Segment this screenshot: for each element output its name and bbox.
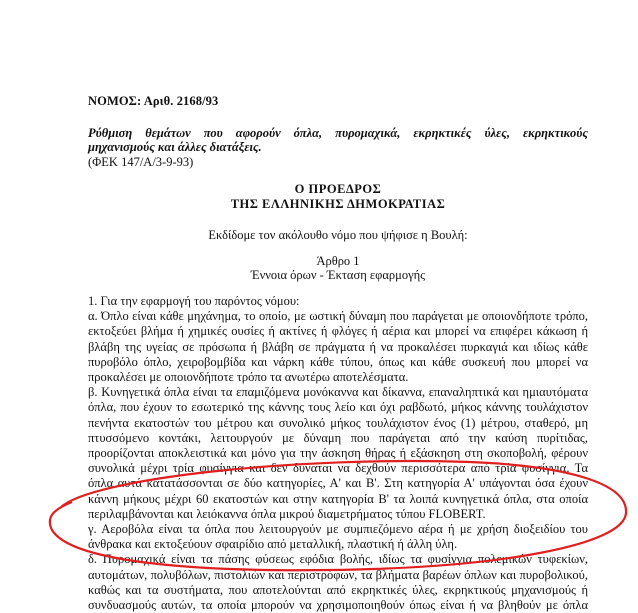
article-title: Άρθρο 1 xyxy=(316,254,360,268)
body-line: όπλα αυτά κατατάσσονται σε δύο κατηγορίες, Α' και Β'. Στη κατηγορία Α' υπάγονται όσα έχουν xyxy=(88,476,588,491)
article-body xyxy=(88,294,588,613)
body-line: συνδυασμούς αυτών, τα οποία μπορούν να χρησιμοποιηθούν όπως είναι ή να βληθούν με όπλα xyxy=(88,598,588,613)
body-line: κάννη μήκους μέχρι 60 εκατοστών και στην κατηγορία Β' τα λοιπά κυνηγετικά όπλα, στα οποία xyxy=(88,491,588,506)
body-line: εκτοξεύει βλήμα ή χημικές ουσίες ή ακτίνες ή φλόγες ή αέρια και μπορεί να επιφέρει κάκωση ή xyxy=(88,324,588,339)
body-line: πενήντα εκατοστών του μέτρου και συνολικό μήκος τουλάχιστον ένος (1) μέτρου, σταθερό, μη xyxy=(88,415,588,430)
body-line: προορίζονται αποκλειστικά και μόνο για την άσκηση θήρας ή εξάσκηση στη σκοποβολή, φέρουν xyxy=(88,446,588,461)
body-line: άνθρακα και εκτοξεύουν σφαιρίδιο από μεταλλική, πλαστική ή άλλη ύλη. xyxy=(88,537,458,552)
body-line: αυτομάτων, πολυβόλων, πιστολιών και περιστρόφων, τα βλήματα βαρέων όπλων και πυροβολικού, xyxy=(88,567,588,582)
body-line: προκαλέσει με οποιονδήποτε τρόπο τα ανωτέρω αποτελέσματα. xyxy=(88,370,409,385)
president-heading-line-1: Ο ΠΡΟΕΔΡΟΣ xyxy=(294,182,382,196)
issuance-statement: Εκδίδομε τον ακόλουθο νόμο που ψήφισε η Βουλή: xyxy=(208,228,468,242)
article-subtitle: Έννοια όρων - Έκταση εφαρμογής xyxy=(250,268,426,282)
law-subject xyxy=(88,126,588,154)
body-line: δ. Πυρομαχικά είναι τα πάσης φύσεως εφόδια βολής, ιδίως τα φυσίγγια πολεμικών τυφεκίων, xyxy=(88,552,588,567)
body-line: α. Όπλο είναι κάθε μηχάνημα, το οποίο, με ωστική δύναμη που παράγεται με οποιονδήποτε τρόπο, xyxy=(88,309,588,324)
body-line: συνολικά μέχρι τρία φυσίγγια και δεν δύναται να δεχθούν περισσότερα από τρία φυσίγγια. Τα xyxy=(88,461,588,476)
body-line: όπλα, που έχουν το εσωτερικό της κάννης τους λείο και όχι ραβδωτό, μήκος κάννης τουλάχιστον xyxy=(88,400,588,415)
body-line: 1. Για την εφαρμογή του παρόντος νόμου: xyxy=(88,294,300,308)
body-line: β. Κυνηγετικά όπλα είναι τα επαμιζόμενα μονόκαννα και δίκαννα, επαναληπτικά και ημιαυτόματα xyxy=(88,385,588,400)
body-line: βλάβη της υγείας σε πρόσωπα ή βλάβη σε πράγματα ή να προκαλέσει πυρκαγιά και ιδίως κάθε xyxy=(88,339,588,354)
law-title: ΝΟΜΟΣ: Αριθ. 2168/93 xyxy=(88,94,219,108)
subject-line-2: μηχανισμούς και άλλες διατάξεις. xyxy=(88,140,262,154)
body-line: πτυσσόμενο κοντάκι, λειτουργούν με δύναμη που παράγεται από την καύση πυρίτιδας, xyxy=(88,430,588,445)
body-line: πυροβόλο όπλο, χειροβομβίδα και νάρκη κάθε τύπου, όπως και κάθε συσκευή που μπορεί να xyxy=(88,354,588,369)
fek-reference: (ΦΕΚ 147/Α/3-9-93) xyxy=(88,155,194,169)
body-line: περιλαμβάνονται και λειόκαννα όπλα μικρού διαμετρήματος τύπου FLOBERT. xyxy=(88,506,486,521)
president-heading-line-2: ΤΗΣ ΕΛΛΗΝΙΚΗΣ ΔΗΜΟΚΡΑΤΙΑΣ xyxy=(230,197,446,211)
body-line: καθώς και τα συστήματα, που αποτελούνται από εκρηκτικές ύλες, εκρηκτικούς μηχανισμούς ή xyxy=(88,582,588,597)
body-line: γ. Αεροβόλα είναι τα όπλα που λειτουργούν με συμπιεζόμενο αέρα ή με χρήση διοξειδίου του xyxy=(88,522,588,537)
subject-line-1: Ρύθμιση θεμάτων που αφορούν όπλα, πυρομαχικά, εκρηκτικές ύλες, εκρηκτικούς xyxy=(88,126,588,140)
